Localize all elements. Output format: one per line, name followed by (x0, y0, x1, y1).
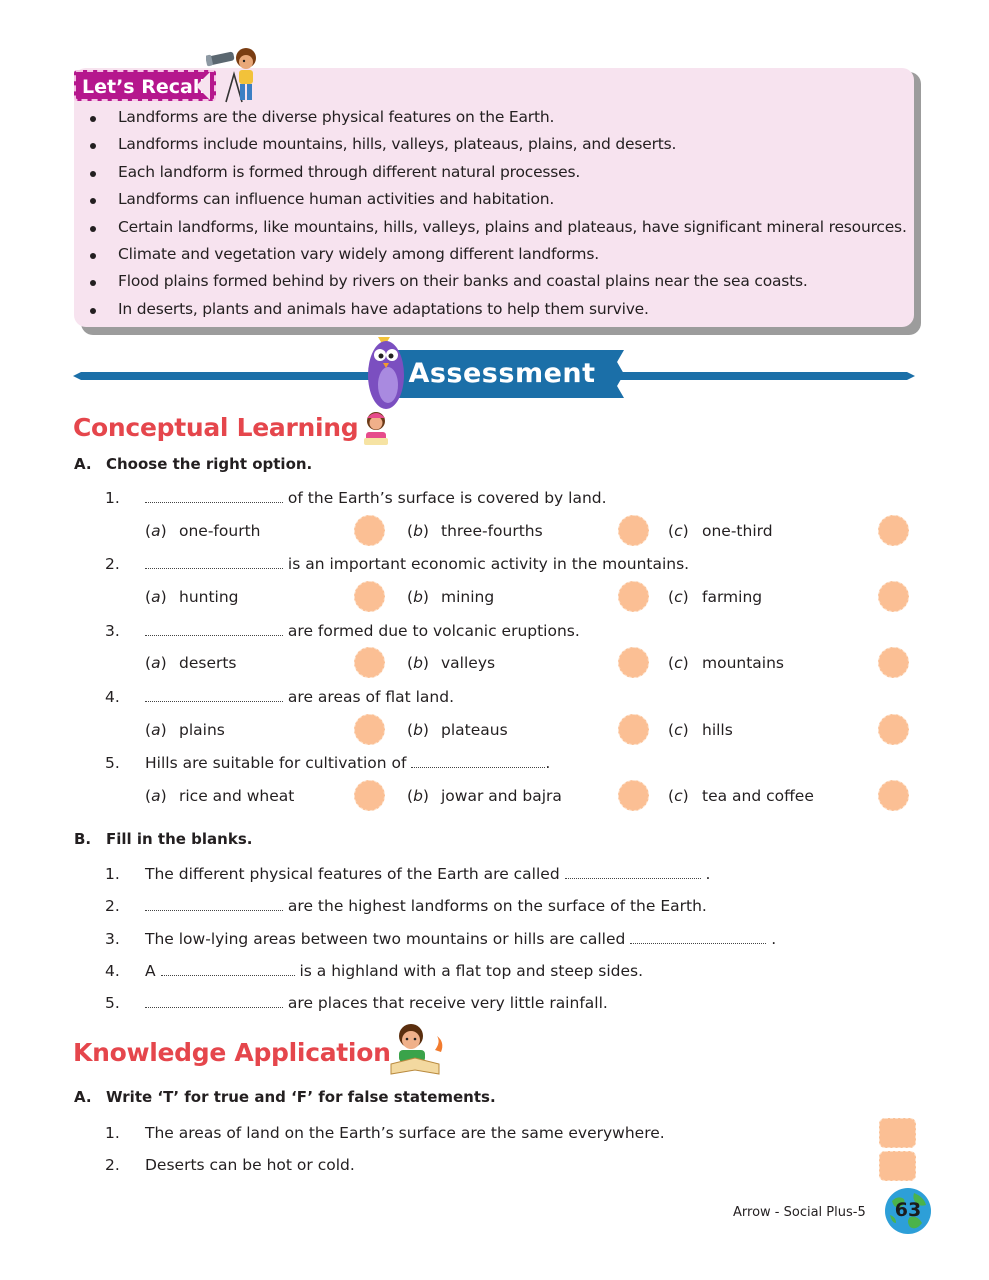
recall-item: Climate and vegetation vary widely among different landforms. (88, 241, 907, 268)
answer-blank[interactable] (161, 962, 295, 976)
answer-bubble[interactable] (618, 780, 649, 811)
mcq-question-1 (0, 486, 989, 510)
answer-blank[interactable] (145, 622, 283, 636)
section-title: Choose the right option. (106, 455, 313, 473)
section-b-heading (74, 829, 252, 849)
option-b: (b) plateaus (407, 721, 508, 739)
answer-bubble[interactable] (354, 581, 385, 612)
option-c: (c) mountains (668, 654, 785, 672)
question-text: A is a highland with a flat top and steep sides. (145, 962, 644, 980)
section-title: Write ‘T’ for true and ‘F’ for false statements. (106, 1088, 496, 1106)
recall-title: Let’s Recall (74, 70, 216, 101)
recall-item: Flood plains formed behind by rivers on their banks and coastal plains near the sea coasts. (88, 268, 907, 295)
answer-bubble[interactable] (354, 647, 385, 678)
girl-reading-icon (358, 410, 394, 448)
answer-bubble[interactable] (878, 714, 909, 745)
recall-item: In deserts, plants and animals have adaptations to help them survive. (88, 296, 907, 323)
question-number: 4. (105, 962, 120, 980)
question-text: are places that receive very little rainfall. (145, 991, 608, 1015)
question-text: Deserts can be hot or cold. (145, 1156, 355, 1174)
question-number: 2. (105, 555, 120, 573)
answer-bubble[interactable] (878, 515, 909, 546)
mcq-question-2 (0, 552, 989, 576)
question-number: 2. (105, 897, 120, 915)
option-b: (b) mining (407, 588, 495, 606)
question-number: 3. (105, 930, 120, 948)
answer-bubble[interactable] (354, 515, 385, 546)
answer-bubble[interactable] (618, 714, 649, 745)
option-c: (c) one-third (668, 522, 773, 540)
recall-list (88, 104, 907, 323)
question-text: The low-lying areas between two mountains or hills are called . (145, 930, 777, 948)
question-text: are formed due to volcanic eruptions. (145, 619, 580, 643)
ka-section-a-heading (74, 1087, 496, 1107)
question-number: 1. (105, 865, 120, 883)
question-text: of the Earth’s surface is covered by land. (145, 486, 607, 510)
tf-question-2 (0, 1153, 989, 1177)
question-text: is an important economic activity in the mountains. (145, 552, 689, 576)
option-a: (a) rice and wheat (145, 787, 295, 805)
option-a: (a) one-fourth (145, 522, 261, 540)
option-a: (a) hunting (145, 588, 239, 606)
answer-blank[interactable] (565, 865, 701, 879)
section-letter: A. (74, 455, 92, 473)
answer-blank[interactable] (145, 555, 283, 569)
answer-blank[interactable] (630, 930, 766, 944)
recall-item: Landforms can influence human activities and habitation. (88, 186, 907, 213)
answer-bubble[interactable] (618, 581, 649, 612)
kid-with-telescope-icon (206, 44, 266, 104)
assessment-title: Assessment (408, 358, 596, 389)
section-a-heading (74, 454, 312, 474)
recall-item: Landforms include mountains, hills, valleys, plateaus, plains, and deserts. (88, 131, 907, 158)
answer-bubble[interactable] (618, 515, 649, 546)
banner-line-left (73, 372, 373, 380)
question-number: 1. (105, 489, 120, 507)
question-text: are the highest landforms on the surface of the Earth. (145, 894, 707, 918)
recall-item: Each landform is formed through different natural processes. (88, 159, 907, 186)
question-text: The different physical features of the Earth are called . (145, 865, 711, 883)
option-b: (b) valleys (407, 654, 496, 672)
option-a: (a) deserts (145, 654, 237, 672)
question-number: 4. (105, 688, 120, 706)
section-letter: B. (74, 830, 92, 848)
mcq-question-4 (0, 685, 989, 709)
recall-item: Landforms are the diverse physical features on the Earth. (88, 104, 907, 131)
tf-question-1 (0, 1121, 989, 1145)
answer-blank[interactable] (145, 994, 283, 1008)
answer-bubble[interactable] (354, 714, 385, 745)
recall-item: Certain landforms, like mountains, hills, valleys, plains and plateaus, have significant mineral resources. (88, 214, 907, 241)
question-text: The areas of land on the Earth’s surface are the same everywhere. (145, 1124, 665, 1142)
answer-bubble[interactable] (354, 780, 385, 811)
answer-bubble[interactable] (878, 780, 909, 811)
option-a: (a) plains (145, 721, 225, 739)
mcq-question-5 (0, 751, 989, 775)
option-c: (c) farming (668, 588, 763, 606)
question-number: 3. (105, 622, 120, 640)
fill-question-5 (0, 991, 989, 1015)
fill-question-4 (0, 959, 989, 983)
conceptual-learning-heading: Conceptual Learning (73, 413, 359, 442)
option-b: (b) three-fourths (407, 522, 543, 540)
answer-bubble[interactable] (878, 581, 909, 612)
tf-answer-box[interactable] (879, 1118, 916, 1148)
answer-blank[interactable] (145, 489, 283, 503)
question-number: 5. (105, 994, 120, 1012)
answer-blank[interactable] (145, 688, 283, 702)
question-number: 5. (105, 754, 120, 772)
banner-line-right (612, 372, 915, 380)
tf-answer-box[interactable] (879, 1151, 916, 1181)
page-number: 63 (894, 1199, 922, 1221)
answer-blank[interactable] (411, 754, 545, 768)
fill-question-3 (0, 927, 989, 951)
option-b: (b) jowar and bajra (407, 787, 562, 805)
question-number: 1. (105, 1124, 120, 1142)
question-text: are areas of flat land. (145, 685, 454, 709)
fill-question-2 (0, 894, 989, 918)
answer-bubble[interactable] (618, 647, 649, 678)
mcq-question-3 (0, 619, 989, 643)
knowledge-application-heading: Knowledge Application (73, 1038, 391, 1067)
boy-reading-icon (385, 1020, 447, 1080)
book-title: Arrow - Social Plus-5 (733, 1205, 866, 1220)
section-letter: A. (74, 1088, 92, 1106)
option-c: (c) tea and coffee (668, 787, 814, 805)
question-text: Hills are suitable for cultivation of . (145, 754, 551, 772)
option-c: (c) hills (668, 721, 733, 739)
fill-question-1 (0, 862, 989, 886)
section-title: Fill in the blanks. (106, 830, 253, 848)
bird-mascot-icon (364, 333, 410, 413)
question-number: 2. (105, 1156, 120, 1174)
answer-blank[interactable] (145, 897, 283, 911)
answer-bubble[interactable] (878, 647, 909, 678)
